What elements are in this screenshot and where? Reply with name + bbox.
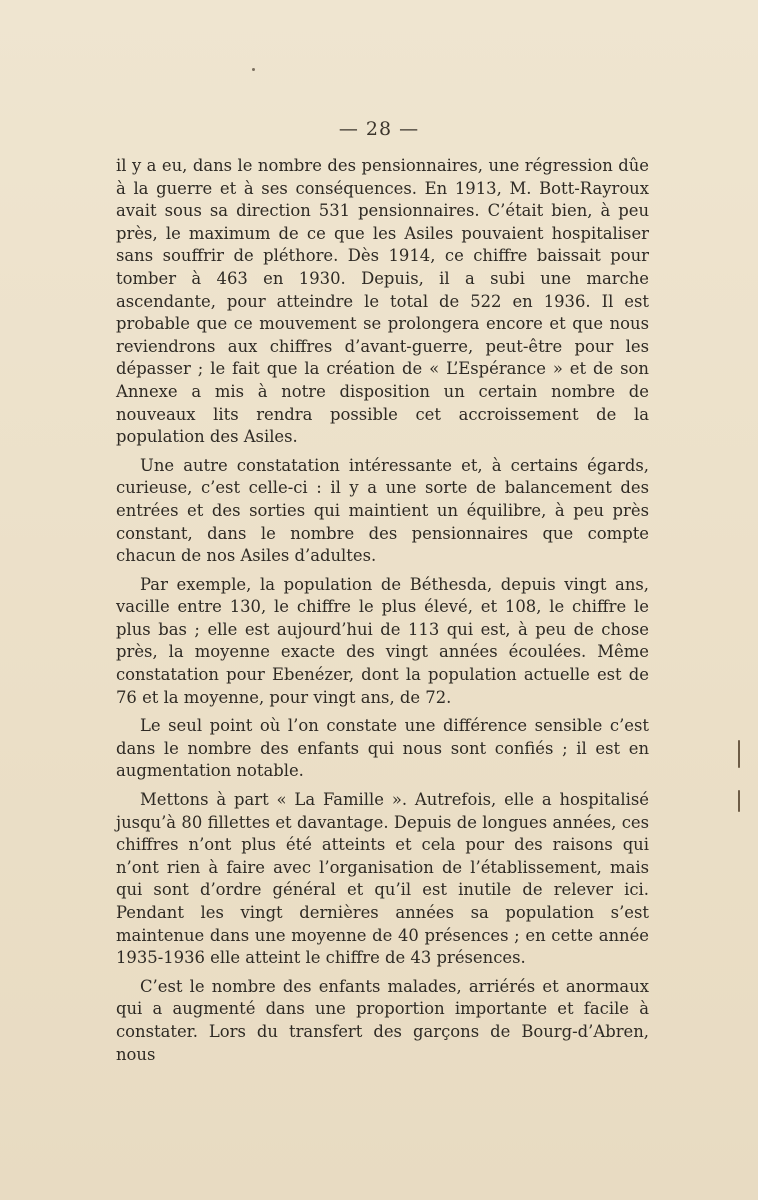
margin-mark <box>738 790 740 812</box>
page-speck <box>252 68 255 71</box>
paragraph-4: Le seul point où l’on constate une différence sensible c’est dans le nombre des enfants qui nous sont confiés ; il est en augmentation notable. <box>116 716 649 781</box>
paragraph-3: Par exemple, la population de Béthesda, depuis vingt ans, vacille entre 130, le chiffre le plus élevé, et 108, le chiffre le plus bas ; elle est aujourd’hui de 113 qui est, à peu de chose près, la moyenne exacte des vingt années écoulées. Même constatation pour Ebenézer, dont la population actuelle est de 76 et la moyenne, pour vingt ans, de 72. <box>116 574 649 707</box>
margin-mark <box>738 740 740 768</box>
body-text <box>116 155 649 1072</box>
page-number: — 28 — <box>338 118 420 140</box>
paragraph-6: C’est le nombre des enfants malades, arriérés et anormaux qui a augmenté dans une proportion importante et facile à constater. Lors du transfert des garçons de Bourg-d’Abren, nous <box>116 976 649 1064</box>
paragraph-5: Mettons à part « La Famille ». Autrefois, elle a hospitalisé jusqu’à 80 fillettes et davantage. Depuis de longues années, ces chiffres n’ont plus été atteints et cela pour des raisons qui n’ont rien à faire avec l’organisation de l’établissement, mais qui sont d’ordre général et qu’il est inutile de relever ici. Pendant les vingt dernières années sa population s’est maintenue dans une moyenne de 40 présences ; en cette année 1935-1936 elle atteint le chiffre de 43 présences. <box>116 790 649 968</box>
paragraph-2: Une autre constatation intéressante et, à certains égards, curieuse, c’est celle-ci : il y a une sorte de balancement des entrées et des sorties qui maintient un équilibre, à peu près constant, dans le nombre des pensionnaires que compte chacun de nos Asiles d’adultes. <box>116 455 649 566</box>
paragraph-1: il y a eu, dans le nombre des pensionnaires, une régression dûe à la guerre et à ses conséquences. En 1913, M. Bott-Rayroux avait sous sa direction 531 pensionnaires. C’était bien, à peu près, le maximum de ce que les Asiles pouvaient hospitaliser sans souffrir de pléthore. Dès 1914, ce chiffre baissait pour tomber à 463 en 1930. Depuis, il a subi une marche ascendante, pour atteindre le total de 522 en 1936. Il est probable que ce mouvement se prolongera encore et que nous reviendrons aux chiffres d’avant-guerre, peut-être pour les dépasser ; le fait que la création de « L’Espérance » et de son Annexe a mis à notre disposition un certain nombre de nouveaux lits rendra possible cet accroissement de la population des Asiles. <box>116 156 649 447</box>
